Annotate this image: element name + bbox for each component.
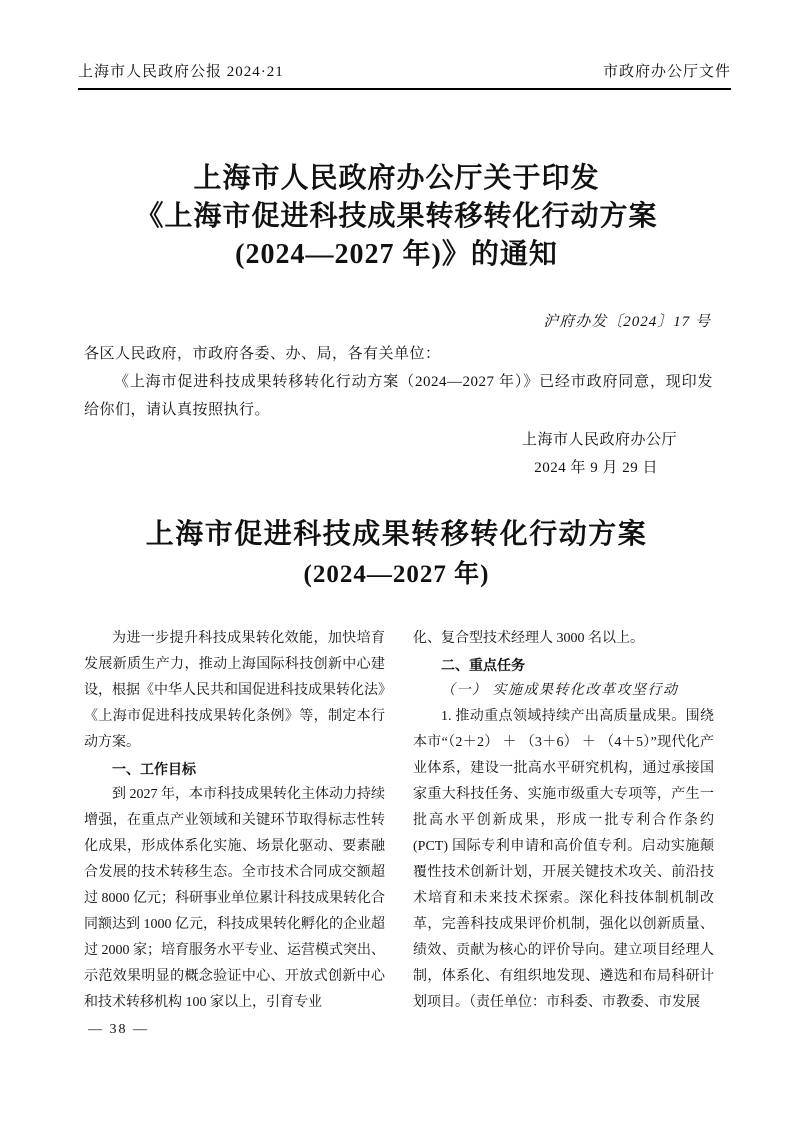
body-columns <box>84 626 714 1016</box>
plan-subtitle: (2024—2027 年) <box>303 561 490 588</box>
column-left <box>84 626 385 1016</box>
notice-intro <box>84 340 713 482</box>
section-heading: （一） 实施成果转化改革攻坚行动 <box>441 683 679 698</box>
salutation: 各区人民政府，市政府各委、办、局，各有关单位： <box>84 346 441 362</box>
body-paragraph: 到 2027 年，本市科技成果转化主体动力持续增强，在重点产业领域和关键环节取得标志性转化成果，形成体系化实施、场景化驱动、要素融合发展的技术转移生态。全市技术合同成交额超过 8000 亿元；科研事业单位累计科技成果转化合同额达到 1000 亿元，科技成果转化孵化的企业超过 2000 家；培育服务水平专业、运营模式突出、示范效果明显的概念验证中心、开放式创新中心和技术转移机构 100 家以上，引育专业 <box>84 787 385 1010</box>
notice-title <box>0 160 793 274</box>
signer: 上海市人民政府办公厅 <box>521 432 677 448</box>
plan-title-block <box>0 514 793 594</box>
notice-body: 《上海市促进科技成果转移转化行动方案（2024—2027 年）》已经市政府同意，现印发给你们，请认真按照执行。 <box>84 374 713 418</box>
column-right <box>413 626 714 1016</box>
page-number: — 38 — <box>88 1022 149 1037</box>
notice-title-line: 《上海市促进科技成果转移转化行动方案 <box>135 201 658 232</box>
section-heading: 二、重点任务 <box>441 657 525 673</box>
section-heading: 一、工作目标 <box>112 761 196 777</box>
sign-date: 2024 年 9 月 29 日 <box>534 460 658 476</box>
notice-title-line: 上海市人民政府办公厅关于印发 <box>193 163 600 194</box>
page-header <box>78 60 731 81</box>
body-paragraph: 1. 推动重点领域持续产出高质量成果。围绕本市“（2＋2） ＋ （3＋6） ＋ （4＋5）”现代化产业体系，建设一批高水平研究机构，通过承接国家重大科技任务、实施市级重大专项等，产生一批高水平创新成果，形成一批专利合作条约 (PCT) 国际专利申请和高价值专利。启动实施颠覆性技术创新计划，开展关键技术攻关、前沿技术培育和未来技术探索。深化科技体制机制改革，完善科技成果评价机制，强化以创新质量、绩效、贡献为核心的评价导向。建立项目经理人制，体系化、有组织地发现、遴选和布局科研计划项目。（责任单位：市科委、市教委、市发展 <box>413 709 714 1010</box>
plan-title: 上海市促进科技成果转移转化行动方案 <box>145 519 648 550</box>
notice-title-line: (2024—2027 年)》的通知 <box>235 239 558 270</box>
header-gazette-label: 上海市人民政府公报 2024·21 <box>78 64 284 80</box>
header-doc-type-label: 市政府办公厅文件 <box>602 64 731 80</box>
body-paragraph: 化、复合型技术经理人 3000 名以上。 <box>413 631 644 646</box>
header-divider <box>78 88 731 90</box>
body-paragraph: 为进一步提升科技成果转化效能，加快培育发展新质生产力，推动上海国际科技创新中心建设，根据《中华人民共和国促进科技成果转化法》《上海市促进科技成果转化条例》等，制定本行动方案。 <box>84 631 385 750</box>
doc-number: 沪府办发〔2024〕17 号 <box>543 314 711 330</box>
